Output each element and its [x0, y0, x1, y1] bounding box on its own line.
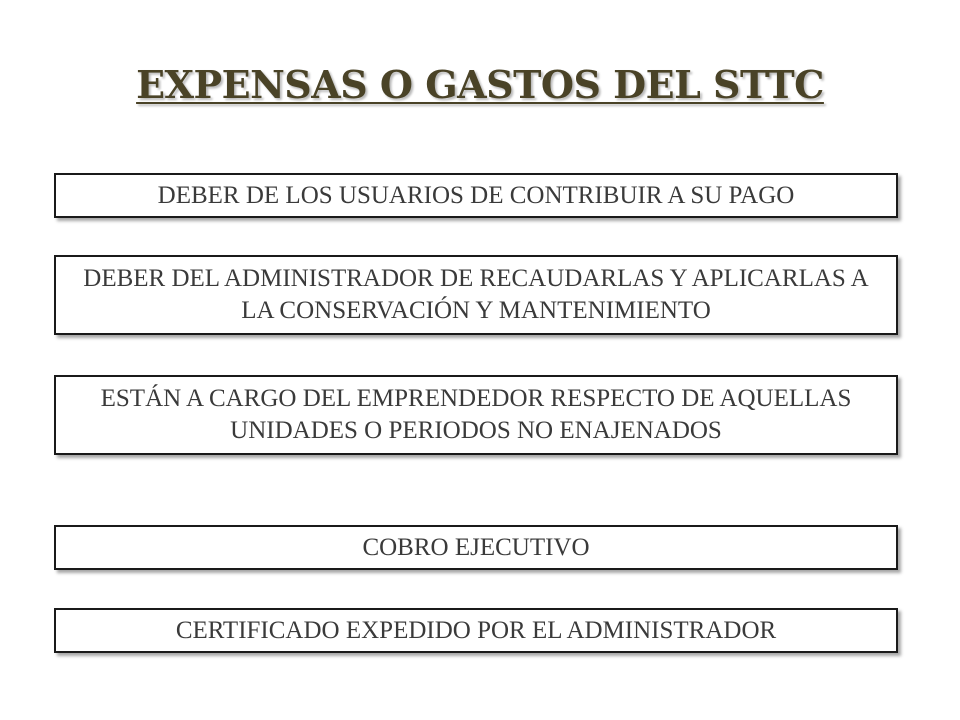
- text-box-executive-collection: COBRO EJECUTIVO: [54, 525, 898, 570]
- text-box-developer-charge: ESTÁN A CARGO DEL EMPRENDEDOR RESPECTO DE AQUELLAS UNIDADES O PERIODOS NO ENAJENADOS: [54, 375, 898, 455]
- text-box-user-duty: DEBER DE LOS USUARIOS DE CONTRIBUIR A SU PAGO: [54, 173, 898, 218]
- slide-title: EXPENSAS O GASTOS DEL STTC: [136, 62, 824, 107]
- text-box-administrator-duty: DEBER DEL ADMINISTRADOR DE RECAUDARLAS Y APLICARLAS A LA CONSERVACIÓN Y MANTENIMIENTO: [54, 255, 898, 335]
- text-box-certificate: CERTIFICADO EXPEDIDO POR EL ADMINISTRADOR: [54, 608, 898, 653]
